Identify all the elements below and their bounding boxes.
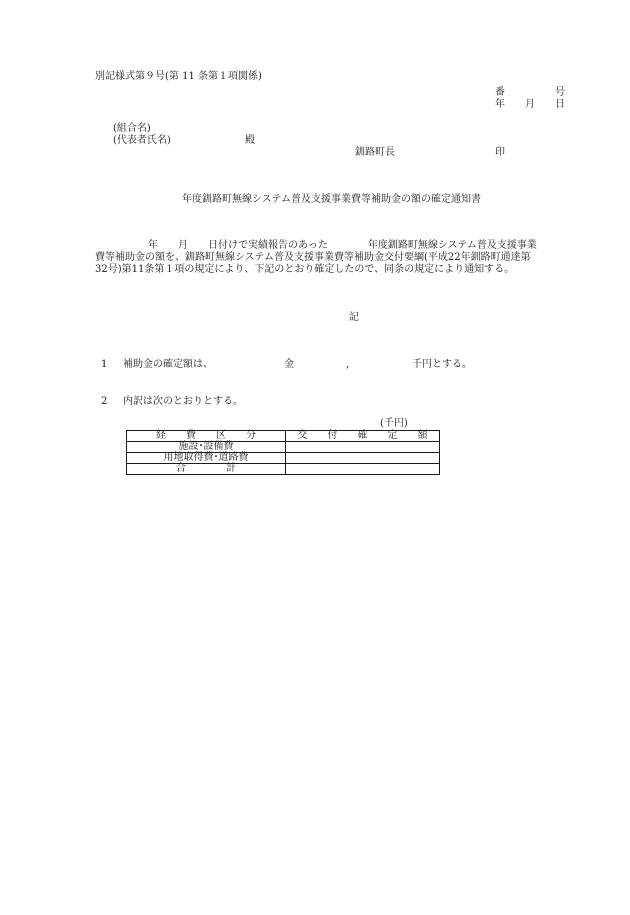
item1-comma: , [346, 359, 350, 370]
header-category: 経 費 区 分 [127, 431, 286, 442]
notice-body [95, 240, 575, 276]
document-title: 年度釧路町無線システム普及支援事業費等補助金の額の確定通知書 [182, 194, 481, 205]
row-amount [286, 442, 440, 453]
form-header: 別記様式第９号(第 11 条第１項関係) [95, 71, 262, 82]
representative-name-label: (代表者氏名) [113, 135, 171, 146]
document-date-label: 年 月 日 [495, 99, 565, 110]
honorific: 殿 [245, 135, 255, 146]
issuer-name: 釧路町長 [355, 147, 395, 158]
body-line: 費等補助金の額を、釧路町無線システム普及支援事業費等補助金交付要綱(平成22年釧路町通達第 [95, 252, 531, 263]
row-category: 施設･設備費 [127, 442, 286, 453]
union-name-label: (組合名) [113, 123, 151, 134]
item1-number: 1 [101, 359, 108, 370]
item1-kin: 金 [284, 359, 294, 370]
body-line: 年 月 日付けで実績報告のあった 年度釧路町無線システム普及支援事業 [148, 240, 537, 251]
seal-mark: 印 [495, 147, 505, 158]
breakdown-table [126, 430, 440, 475]
row-amount [286, 453, 440, 464]
row-amount [286, 464, 440, 475]
document-number-label: 番 号 [495, 87, 565, 98]
header-amount: 交 付 確 定 額 [286, 431, 440, 442]
table-row [127, 442, 440, 453]
table-row [127, 464, 440, 475]
row-category: 合 計 [127, 464, 286, 475]
body-line: 32号)第11条第１項の規定により、下記のとおり確定したので、同条の規定により通知する。 [95, 264, 515, 275]
item2-number: 2 [101, 396, 108, 407]
item2-text: 内訳は次のとおりとする。 [123, 396, 243, 407]
table-unit-note: (千円) [380, 418, 408, 429]
row-category: 用地取得費･道路費 [127, 453, 286, 464]
item1-unit: 千円とする。 [412, 359, 472, 370]
ki-heading: 記 [349, 312, 359, 323]
table-header-row [127, 431, 440, 442]
table-row [127, 453, 440, 464]
item1-text: 補助金の確定額は、 [123, 359, 213, 370]
